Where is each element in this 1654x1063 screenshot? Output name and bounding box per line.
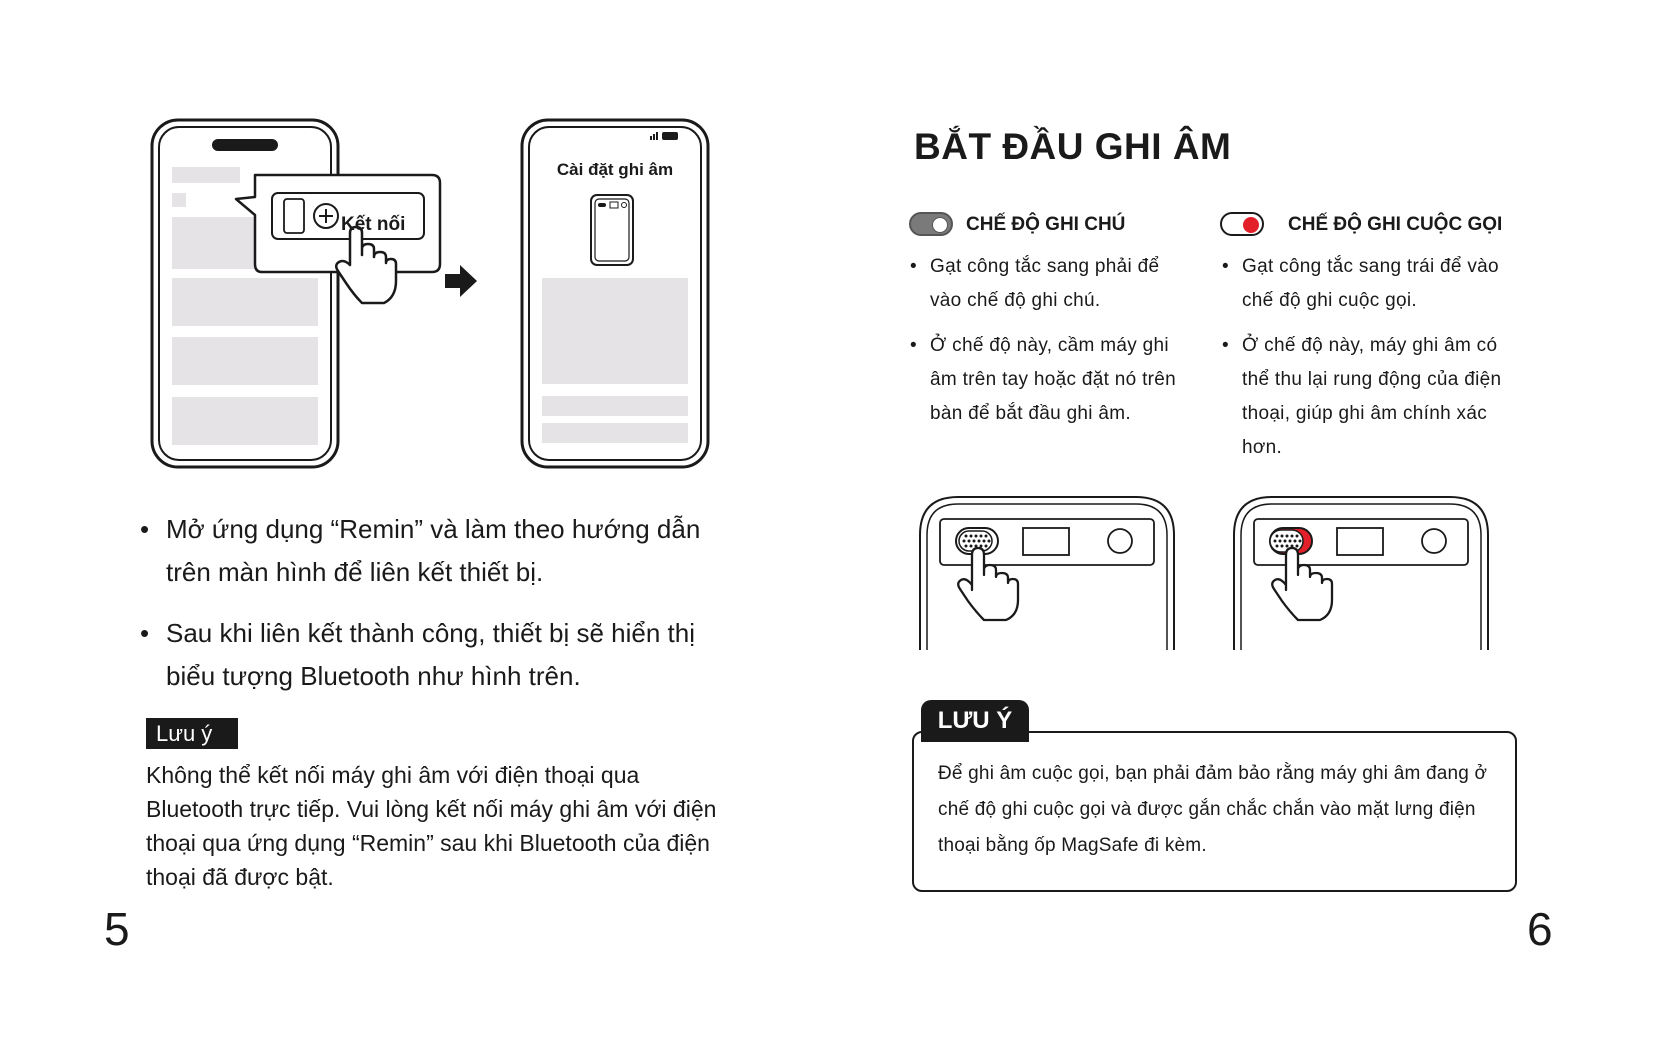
list-item: • Gạt công tắc sang trái để vào chế độ ghi cuộc gọi.: [1222, 250, 1517, 318]
bullet-text: Ở chế độ này, máy ghi âm có thể thu lại rung động của điện thoại, giúp ghi âm chính xác hơn.: [1242, 335, 1502, 458]
device-icon: [284, 199, 304, 233]
page-number: 6: [1527, 903, 1553, 955]
note-label: Lưu ý: [146, 718, 238, 749]
mode-heading: CHẾ ĐỘ GHI CUỘC GỌI: [1288, 214, 1503, 235]
note-text: Không thể kết nối máy ghi âm với điện thoại qua Bluetooth trực tiếp. Vui lòng kết nối máy ghi âm với điện thoại qua ứng dụng “Remin” sau khi Bluetooth của điện thoại đã được bật.: [146, 762, 717, 890]
recorder-call-mode-illustration: [1232, 495, 1490, 650]
list-item: • Ở chế độ này, cầm máy ghi âm trên tay hoặc đặt nó trên bàn để bắt đầu ghi âm.: [910, 329, 1180, 431]
note-text: Để ghi âm cuộc gọi, bạn phải đảm bảo rằng máy ghi âm đang ở chế độ ghi cuộc gọi và được gắn chắc chắn vào mặt lưng điện thoại bằng ốp MagSafe đi kèm.: [938, 763, 1488, 856]
bullet-text: Mở ứng dụng “Remin” và làm theo hướng dẫn trên màn hình để liên kết thiết bị.: [166, 514, 701, 587]
note-label: LƯU Ý: [921, 700, 1029, 742]
page-title: BẮT ĐẦU GHI ÂM: [914, 126, 1232, 167]
toggle-switch-icon: [909, 212, 953, 236]
list-item: • Sau khi liên kết thành công, thiết bị sẽ hiển thị biểu tượng Bluetooth như hình trên.: [140, 612, 720, 698]
list-item: • Ở chế độ này, máy ghi âm có thể thu lại rung động của điện thoại, giúp ghi âm chính xác hơn.: [1222, 329, 1517, 465]
phone-left-icon: [152, 120, 338, 467]
bullet-text: Gạt công tắc sang trái để vào chế độ ghi cuộc gọi.: [1242, 256, 1499, 311]
connect-popup: [236, 175, 440, 272]
bullet-text: Gạt công tắc sang phải để vào chế độ ghi chú.: [930, 256, 1160, 311]
mode-heading: CHẾ ĐỘ GHI CHÚ: [966, 214, 1126, 235]
bullet-text: Sau khi liên kết thành công, thiết bị sẽ hiển thị biểu tượng Bluetooth như hình trên.: [166, 618, 696, 691]
connect-button-label: Kết nối: [341, 214, 406, 235]
page-number: 5: [104, 903, 130, 955]
toggle-switch-icon: [1220, 212, 1264, 236]
arrow-right-icon: [445, 265, 477, 297]
settings-screen-title: Cài đặt ghi âm: [556, 160, 674, 179]
bullet-text: Ở chế độ này, cầm máy ghi âm trên tay hoặc đặt nó trên bàn để bắt đầu ghi âm.: [930, 335, 1177, 424]
list-item: • Mở ứng dụng “Remin” và làm theo hướng dẫn trên màn hình để liên kết thiết bị.: [140, 508, 720, 594]
list-item: • Gạt công tắc sang phải để vào chế độ ghi chú.: [910, 250, 1180, 318]
recorder-note-mode-illustration: [918, 495, 1176, 650]
